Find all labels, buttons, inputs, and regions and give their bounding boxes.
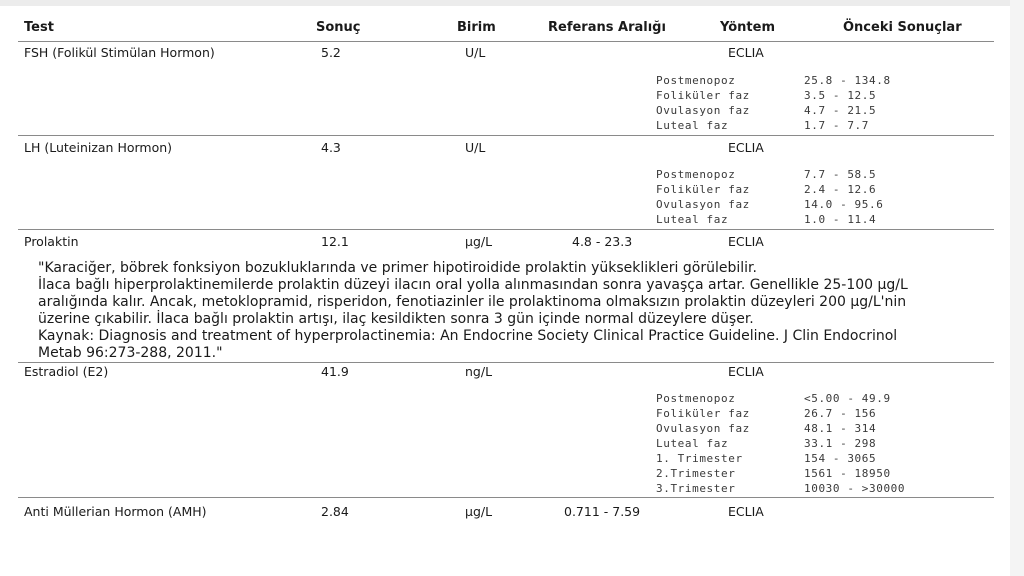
range-line: Luteal faz 1.0 - 11.4 — [656, 213, 877, 226]
row-fsh-unit: U/L — [465, 45, 486, 60]
header-previous: Önceki Sonuçlar — [843, 20, 962, 35]
range-line: 3.Trimester 10030 - >30000 — [656, 482, 906, 495]
range-line: Luteal faz 1.7 - 7.7 — [656, 119, 870, 132]
row-prolactin-result: 12.1 — [321, 234, 349, 249]
range-line: 2.Trimester 1561 - 18950 — [656, 467, 891, 480]
range-line: Ovulasyon faz 14.0 - 95.6 — [656, 198, 884, 211]
header-divider — [18, 41, 994, 42]
row-amh-result: 2.84 — [321, 504, 349, 519]
header-test: Test — [24, 20, 54, 35]
header-reference: Referans Aralığı — [548, 20, 666, 35]
row-fsh-ranges — [656, 73, 891, 133]
note-line: Kaynak: Diagnosis and treatment of hyperprolactinemia: An Endocrine Society Clinical Practice Guideline. J Clin Endocrinol — [38, 328, 898, 344]
row-amh-test: Anti Müllerian Hormon (AMH) — [24, 504, 207, 519]
row-fsh-method: ECLIA — [728, 45, 764, 60]
row-amh-unit: µg/L — [465, 504, 493, 519]
row-prolactin-unit: µg/L — [465, 234, 493, 249]
row-estradiol-method: ECLIA — [728, 364, 764, 379]
prolactin-note — [38, 260, 958, 362]
row-divider — [18, 229, 994, 230]
row-prolactin-reference: 4.8 - 23.3 — [572, 234, 633, 249]
range-line: 1. Trimester 154 - 3065 — [656, 452, 877, 465]
row-lh-test: LH (Luteinizan Hormon) — [24, 140, 173, 155]
right-edge — [1010, 0, 1024, 576]
header-method: Yöntem — [720, 20, 775, 35]
row-prolactin-method: ECLIA — [728, 234, 764, 249]
row-estradiol-ranges — [656, 391, 905, 496]
row-amh-method: ECLIA — [728, 504, 764, 519]
row-lh-ranges — [656, 167, 883, 227]
range-line: Foliküler faz 26.7 - 156 — [656, 407, 877, 420]
range-line: Foliküler faz 2.4 - 12.6 — [656, 183, 877, 196]
row-lh-result: 4.3 — [321, 140, 341, 155]
note-line: İlaca bağlı hiperprolaktinemilerde prolaktin düzeyi ilacın oral yolla alınmasından sonra yavaşça artar. Genellikle 25-100 µg/L — [38, 277, 908, 293]
row-fsh-result: 5.2 — [321, 45, 341, 60]
header-unit: Birim — [457, 20, 496, 35]
header-result: Sonuç — [316, 20, 361, 35]
note-line: üzerine çıkabilir. İlaca bağlı prolaktin artışı, ilaç kesildikten sonra 3 gün içinde normal düzeylere düşer. — [38, 311, 754, 327]
range-line: Postmenopoz <5.00 - 49.9 — [656, 392, 891, 405]
row-amh-reference: 0.711 - 7.59 — [564, 504, 641, 519]
row-divider — [18, 497, 994, 498]
range-line: Postmenopoz 25.8 - 134.8 — [656, 74, 891, 87]
range-line: Foliküler faz 3.5 - 12.5 — [656, 89, 877, 102]
note-line: "Karaciğer, böbrek fonksiyon bozukluklarında ve primer hipotiroidide prolaktin yükseklikleri görülebilir. — [38, 260, 757, 276]
row-estradiol-test: Estradiol (E2) — [24, 364, 109, 379]
range-line: Luteal faz 33.1 - 298 — [656, 437, 877, 450]
note-line: aralığında kalır. Ancak, metoklopramid, risperidon, fenotiazinler ile prolaktinoma olmaksızın prolaktin düzeyleri 200 µg/L'nin — [38, 294, 907, 310]
lab-results-sheet — [18, 0, 994, 576]
row-estradiol-result: 41.9 — [321, 364, 349, 379]
range-line: Postmenopoz 7.7 - 58.5 — [656, 168, 877, 181]
row-prolactin-test: Prolaktin — [24, 234, 79, 249]
row-lh-method: ECLIA — [728, 140, 764, 155]
row-divider — [18, 362, 994, 363]
row-estradiol-unit: ng/L — [465, 364, 493, 379]
row-lh-unit: U/L — [465, 140, 486, 155]
row-divider — [18, 135, 994, 136]
note-line: Metab 96:273-288, 2011." — [38, 345, 223, 361]
range-line: Ovulasyon faz 48.1 - 314 — [656, 422, 877, 435]
row-fsh-test: FSH (Folikül Stimülan Hormon) — [24, 45, 215, 60]
range-line: Ovulasyon faz 4.7 - 21.5 — [656, 104, 877, 117]
